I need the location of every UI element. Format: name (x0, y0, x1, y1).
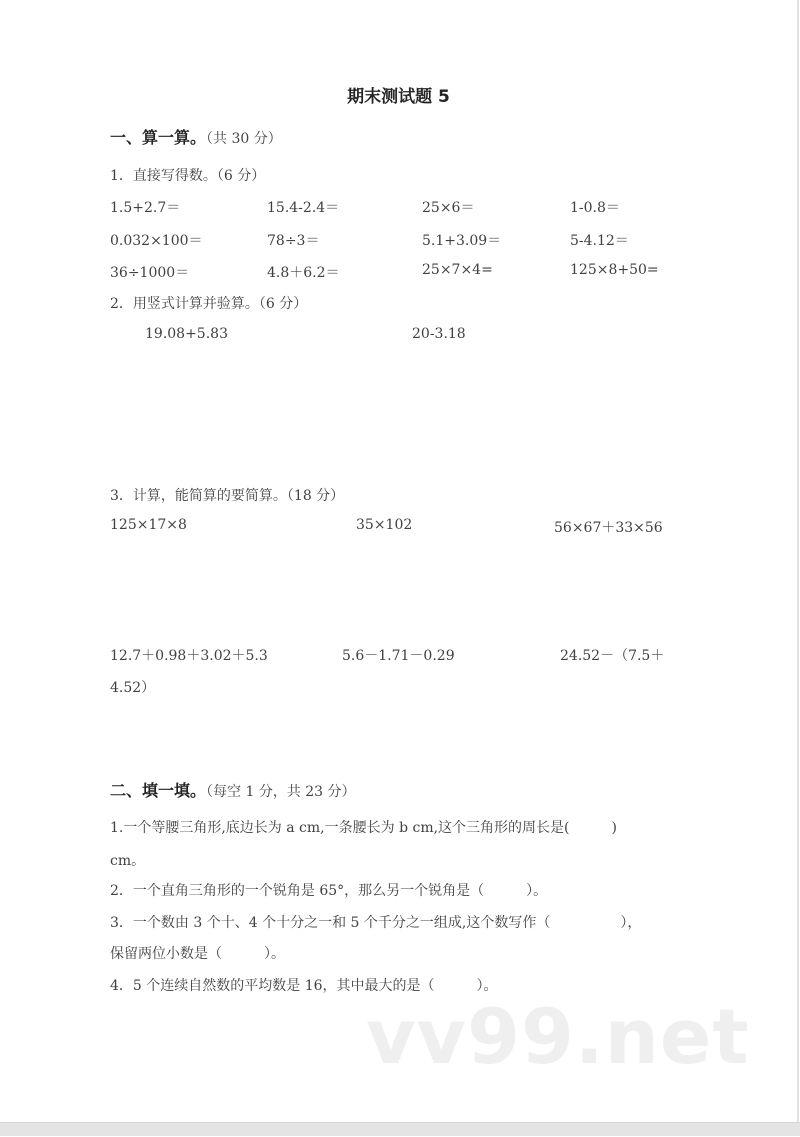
fill-question-4: 4．5 个连续自然数的平均数是 16，其中最大的是（ ）。 (110, 978, 498, 994)
simplify-calc-item: 5.6－1.71－0.29 (342, 648, 455, 664)
simplify-calc-item-wrap: 4.52） (110, 680, 156, 696)
mental-math-item: 1-0.8＝ (570, 200, 620, 216)
section-1-heading (110, 125, 282, 148)
simplify-calc-item: 12.7＋0.98＋3.02＋5.3 (110, 648, 268, 664)
mental-math-item: 36÷1000＝ (110, 265, 190, 281)
simplify-calc-item: 24.52－（7.5＋ (560, 648, 665, 664)
mental-math-item: 4.8＋6.2＝ (267, 265, 340, 281)
simplify-calc-item: 56×67＋33×56 (554, 520, 663, 536)
fill-question-1-cont: cm。 (110, 853, 146, 869)
section-2-heading (110, 778, 356, 801)
vertical-calc-item: 19.08+5.83 (145, 326, 228, 342)
mental-math-item: 5.1+3.09＝ (422, 233, 502, 249)
fill-question-1: 1.一个等腰三角形,底边长为 a cm,一条腰长为 b cm,这个三角形的周长是( ) (110, 820, 617, 836)
mental-math-item: 25×6＝ (422, 200, 475, 216)
mental-math-item: 15.4-2.4＝ (267, 200, 340, 216)
page-title: 期末测试题 5 (347, 87, 450, 107)
section-2-score-note: （每空 1 分，共 23 分） (206, 784, 356, 800)
fill-question-3: 3．一个数由 3 个十、4 个十分之一和 5 个千分之一组成,这个数写作（ ）， (110, 915, 642, 931)
simplify-calc-item: 125×17×8 (110, 517, 187, 533)
section-1-score-note: （共 30 分） (206, 131, 282, 147)
mental-math-item: 0.032×100＝ (110, 233, 203, 249)
watermark: vv99.net (366, 992, 750, 1081)
section-1-title: 一、算一算。 (110, 128, 207, 147)
mental-math-item: 25×7×4= (422, 262, 493, 278)
question-1-label: 1．直接写得数。（6 分） (110, 168, 266, 184)
mental-math-item: 1.5+2.7＝ (110, 200, 181, 216)
simplify-calc-item: 35×102 (356, 517, 413, 533)
fill-question-2: 2．一个直角三角形的一个锐角是 65°，那么另一个锐角是（ ）。 (110, 883, 548, 899)
section-2-title: 二、填一填。 (110, 781, 207, 800)
question-2-label: 2．用竖式计算并验算。（6 分） (110, 296, 308, 312)
mental-math-item: 78÷3＝ (267, 233, 320, 249)
mental-math-item: 125×8+50= (570, 262, 659, 278)
page-bottom-edge (0, 1122, 800, 1136)
vertical-calc-item: 20-3.18 (412, 326, 466, 342)
mental-math-item: 5-4.12＝ (570, 233, 629, 249)
question-3-label: 3．计算，能简算的要简算。（18 分） (110, 488, 345, 504)
fill-question-3-cont: 保留两位小数是（ ）。 (110, 946, 285, 962)
